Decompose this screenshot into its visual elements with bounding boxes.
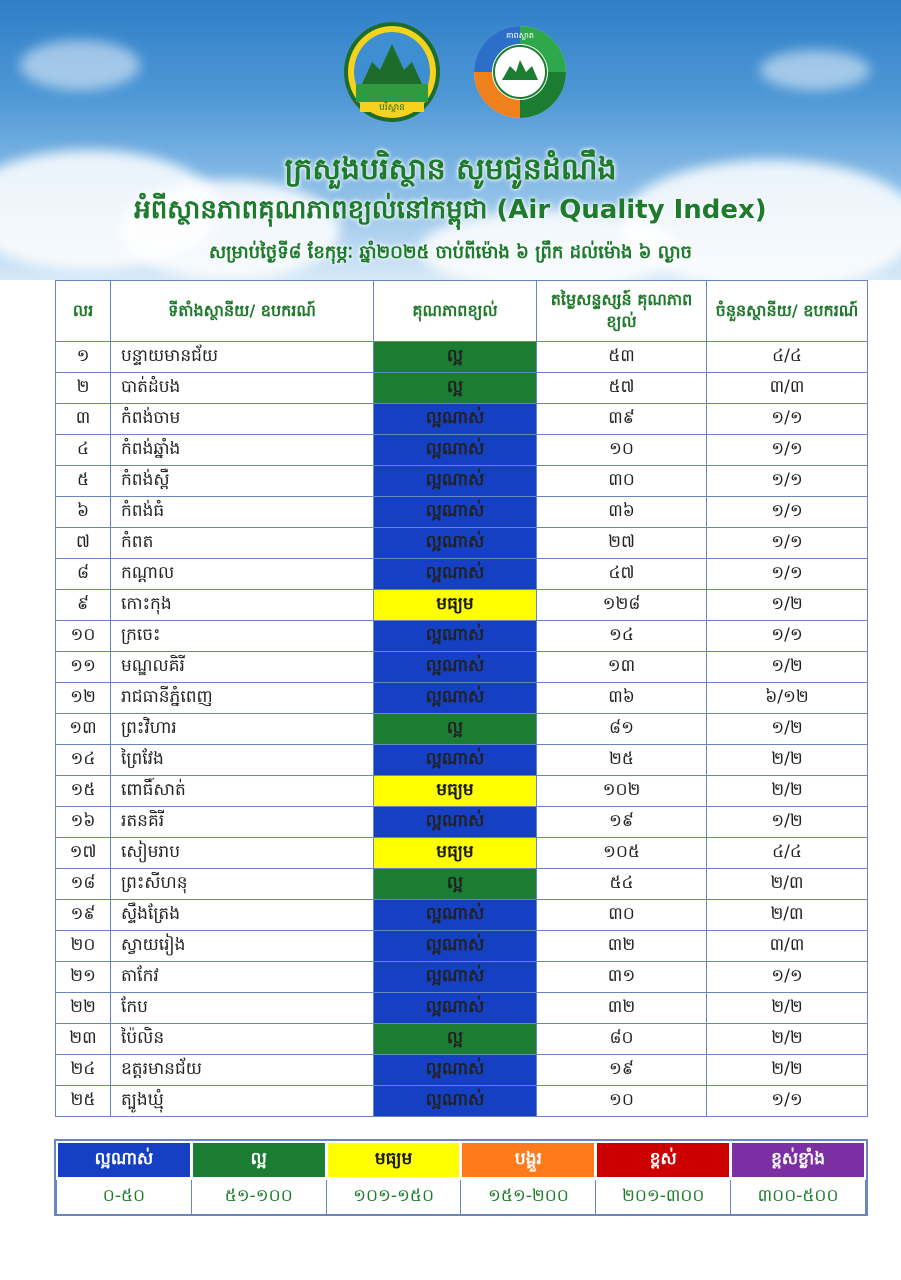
cell-stations: ២/២: [707, 745, 868, 776]
cell-index: ១៩: [537, 1055, 707, 1086]
table-row: [56, 1055, 868, 1086]
legend-range: ១០១-១៥០: [326, 1179, 461, 1215]
cell-quality: ល្អ: [374, 869, 537, 900]
cell-index: ១២៨: [537, 590, 707, 621]
cell-no: ២២: [56, 993, 111, 1024]
cell-index: ៣០: [537, 900, 707, 931]
table-row: [56, 466, 868, 497]
cell-quality: ល្អណាស់: [374, 404, 537, 435]
sky-banner: [0, 0, 901, 280]
cell-index: ១០២: [537, 776, 707, 807]
ministry-environment-logo: [342, 22, 442, 122]
header-location: ទីតាំងស្ថានីយ/ ឧបករណ៍: [111, 281, 374, 342]
header-quality: គុណភាពខ្យល់: [374, 281, 537, 342]
cell-location: រតនគិរី: [111, 807, 374, 838]
legend-label: បង្គួរ: [461, 1142, 596, 1179]
legend-range: ៣០០-៥០០: [731, 1179, 866, 1215]
cell-index: ៣០: [537, 466, 707, 497]
cell-location: ស្វាយរៀង: [111, 931, 374, 962]
table-row: [56, 404, 868, 435]
cell-no: ១៥: [56, 776, 111, 807]
table-row: [56, 962, 868, 993]
cell-stations: ១/១: [707, 528, 868, 559]
cell-no: ២៥: [56, 1086, 111, 1117]
cell-location: កំពង់ឆ្នាំង: [111, 435, 374, 466]
cell-stations: ២/៣: [707, 869, 868, 900]
table-row: [56, 652, 868, 683]
legend-range: ១៥១-២០០: [461, 1179, 596, 1215]
cell-location: ត្បូងឃ្មុំ: [111, 1086, 374, 1117]
cell-no: ២០: [56, 931, 111, 962]
cell-no: ១: [56, 342, 111, 373]
legend-label: ខ្ពស់: [596, 1142, 731, 1179]
cell-location: សៀមរាប: [111, 838, 374, 869]
legend-range: ០-៥០: [57, 1179, 192, 1215]
cell-quality: ល្អណាស់: [374, 528, 537, 559]
table-row: [56, 869, 868, 900]
cell-quality: ល្អណាស់: [374, 683, 537, 714]
table-row: [56, 776, 868, 807]
cell-index: ៣២: [537, 993, 707, 1024]
cell-quality: ល្អណាស់: [374, 559, 537, 590]
cell-no: ១២: [56, 683, 111, 714]
cell-index: ៣៦: [537, 497, 707, 528]
cell-no: ២៤: [56, 1055, 111, 1086]
table-row: [56, 342, 868, 373]
cell-location: កោះកុង: [111, 590, 374, 621]
cell-quality: មធ្យម: [374, 590, 537, 621]
table-row: [56, 931, 868, 962]
cell-quality: ល្អណាស់: [374, 900, 537, 931]
cell-index: ៣២: [537, 931, 707, 962]
cell-index: ៥៣: [537, 342, 707, 373]
table-row: [56, 714, 868, 745]
table-row: [56, 528, 868, 559]
cell-location: ឧត្តរមានជ័យ: [111, 1055, 374, 1086]
cell-location: ស្ទឹងត្រែង: [111, 900, 374, 931]
cell-stations: ២/២: [707, 776, 868, 807]
cell-quality: មធ្យម: [374, 838, 537, 869]
cell-no: ១៣: [56, 714, 111, 745]
table-row: [56, 1086, 868, 1117]
cell-stations: ១/១: [707, 404, 868, 435]
legend-label: ល្អ: [191, 1142, 326, 1179]
cell-stations: ៤/៤: [707, 838, 868, 869]
cell-no: ១៧: [56, 838, 111, 869]
header-index: តម្លៃសន្ទស្សន៍ គុណភាពខ្យល់: [537, 281, 707, 342]
cell-quality: ល្អណាស់: [374, 1086, 537, 1117]
cell-index: ៥៧: [537, 373, 707, 404]
cell-location: រាជធានីភ្នំពេញ: [111, 683, 374, 714]
cell-location: មណ្ឌលគិរី: [111, 652, 374, 683]
cell-index: ១០: [537, 1086, 707, 1117]
cell-no: ៤: [56, 435, 111, 466]
cell-location: ព្រះសីហនុ: [111, 869, 374, 900]
cell-stations: ២/២: [707, 993, 868, 1024]
cell-stations: ៣/៣: [707, 931, 868, 962]
table-row: [56, 900, 868, 931]
cell-no: ៨: [56, 559, 111, 590]
legend-label: មធ្យម: [326, 1142, 461, 1179]
cell-no: ៥: [56, 466, 111, 497]
table-row: [56, 373, 868, 404]
cell-location: កំពត: [111, 528, 374, 559]
cell-quality: ល្អណាស់: [374, 745, 537, 776]
cell-no: ១៩: [56, 900, 111, 931]
cell-quality: ល្អណាស់: [374, 962, 537, 993]
legend-range: ២០១-៣០០: [596, 1179, 731, 1215]
cell-index: ៣១: [537, 962, 707, 993]
cell-stations: ២/២: [707, 1055, 868, 1086]
cell-quality: ល្អណាស់: [374, 993, 537, 1024]
cell-no: ៧: [56, 528, 111, 559]
cell-stations: ២/២: [707, 1024, 868, 1055]
cell-index: ៥៤: [537, 869, 707, 900]
cell-quality: ល្អណាស់: [374, 497, 537, 528]
cell-no: ៩: [56, 590, 111, 621]
cell-quality: ល្អ: [374, 1024, 537, 1055]
cell-stations: ១/១: [707, 962, 868, 993]
aqi-legend: [55, 1140, 867, 1215]
header-no: លរ: [56, 281, 111, 342]
green-environment-logo: [470, 22, 570, 122]
cell-location: ព្រៃវែង: [111, 745, 374, 776]
cell-index: ១០៥: [537, 838, 707, 869]
table-row: [56, 621, 868, 652]
cell-index: ២៧: [537, 528, 707, 559]
cell-quality: ល្អ: [374, 342, 537, 373]
cell-stations: ១/១: [707, 497, 868, 528]
header-stations: ចំនួនស្ថានីយ/ ឧបករណ៍: [707, 281, 868, 342]
cell-no: ១៨: [56, 869, 111, 900]
cell-location: កណ្តាល: [111, 559, 374, 590]
cell-stations: ១/២: [707, 807, 868, 838]
table-row: [56, 838, 868, 869]
cell-stations: ២/៣: [707, 900, 868, 931]
cell-quality: ល្អណាស់: [374, 807, 537, 838]
table-row: [56, 745, 868, 776]
cell-location: កំពង់ធំ: [111, 497, 374, 528]
cell-quality: ល្អ: [374, 373, 537, 404]
cell-location: បាត់ដំបង: [111, 373, 374, 404]
table-row: [56, 683, 868, 714]
cell-quality: ល្អណាស់: [374, 931, 537, 962]
cell-location: កែប: [111, 993, 374, 1024]
cell-no: ៦: [56, 497, 111, 528]
cell-stations: ៤/៤: [707, 342, 868, 373]
cell-stations: ១/១: [707, 1086, 868, 1117]
table-row: [56, 435, 868, 466]
cell-no: ៣: [56, 404, 111, 435]
cell-index: ១៣: [537, 652, 707, 683]
cell-no: ១០: [56, 621, 111, 652]
table-row: [56, 590, 868, 621]
cell-index: ៣៩: [537, 404, 707, 435]
cell-quality: ល្អណាស់: [374, 435, 537, 466]
table-row: [56, 807, 868, 838]
cell-location: កំពង់ចាម: [111, 404, 374, 435]
cell-index: ៤៧: [537, 559, 707, 590]
cell-stations: ១/១: [707, 435, 868, 466]
cell-quality: ល្អណាស់: [374, 652, 537, 683]
cell-location: កំពង់ស្ពឺ: [111, 466, 374, 497]
cell-index: ១៤: [537, 621, 707, 652]
cell-stations: ១/២: [707, 590, 868, 621]
cell-quality: ល្អណាស់: [374, 621, 537, 652]
cell-stations: ១/១: [707, 621, 868, 652]
cell-index: ៨០: [537, 1024, 707, 1055]
table-header-row: [56, 281, 868, 342]
cell-index: ៨១: [537, 714, 707, 745]
cell-location: តាកែវ: [111, 962, 374, 993]
cell-quality: ល្អ: [374, 714, 537, 745]
cell-quality: មធ្យម: [374, 776, 537, 807]
cell-no: ១១: [56, 652, 111, 683]
cell-stations: ១/១: [707, 466, 868, 497]
svg-text:គាពស្លាត: គាពស្លាត: [506, 31, 534, 40]
table-row: [56, 497, 868, 528]
cell-index: ១០: [537, 435, 707, 466]
cell-index: ១៩: [537, 807, 707, 838]
cell-index: ៣៦: [537, 683, 707, 714]
legend-range: ៥១-១០០: [191, 1179, 326, 1215]
report-date: សម្រាប់ថ្ងៃទី៨ ខែកុម្ភៈ ឆ្នាំ២០២៥ ចាប់ពីម៉ោង ៦ ព្រឹក ដល់ម៉ោង ៦ ល្ងាច: [209, 242, 692, 263]
legend-label: ខ្ពស់ខ្លាំង: [731, 1142, 866, 1179]
cell-no: ១៦: [56, 807, 111, 838]
page-subtitle: អំពីស្ថានភាពគុណភាពខ្យល់នៅកម្ពុជា (Air Quality Index): [134, 195, 767, 225]
cell-stations: ១/២: [707, 652, 868, 683]
cell-no: ១៤: [56, 745, 111, 776]
page-title: ក្រសួងបរិស្ថាន សូមជូនដំណឹង: [284, 152, 617, 187]
cell-quality: ល្អណាស់: [374, 466, 537, 497]
cell-stations: ៣/៣: [707, 373, 868, 404]
table-row: [56, 1024, 868, 1055]
cell-location: ក្រចេះ: [111, 621, 374, 652]
cell-location: បន្ទាយមានជ័យ: [111, 342, 374, 373]
cell-no: ២១: [56, 962, 111, 993]
svg-text:បរិស្ថាន: បរិស្ថាន: [379, 103, 405, 113]
cell-no: ២: [56, 373, 111, 404]
cell-quality: ល្អណាស់: [374, 1055, 537, 1086]
cell-stations: ៦/១២: [707, 683, 868, 714]
cell-stations: ១/២: [707, 714, 868, 745]
table-row: [56, 993, 868, 1024]
cell-location: ពោធិ៍សាត់: [111, 776, 374, 807]
cell-index: ២៥: [537, 745, 707, 776]
cell-stations: ១/១: [707, 559, 868, 590]
cell-location: ព្រះវិហារ: [111, 714, 374, 745]
cell-no: ២៣: [56, 1024, 111, 1055]
cell-location: ប៉ៃលិន: [111, 1024, 374, 1055]
table-row: [56, 559, 868, 590]
air-quality-table: [55, 280, 868, 1117]
legend-label: ល្អណាស់: [57, 1142, 192, 1179]
